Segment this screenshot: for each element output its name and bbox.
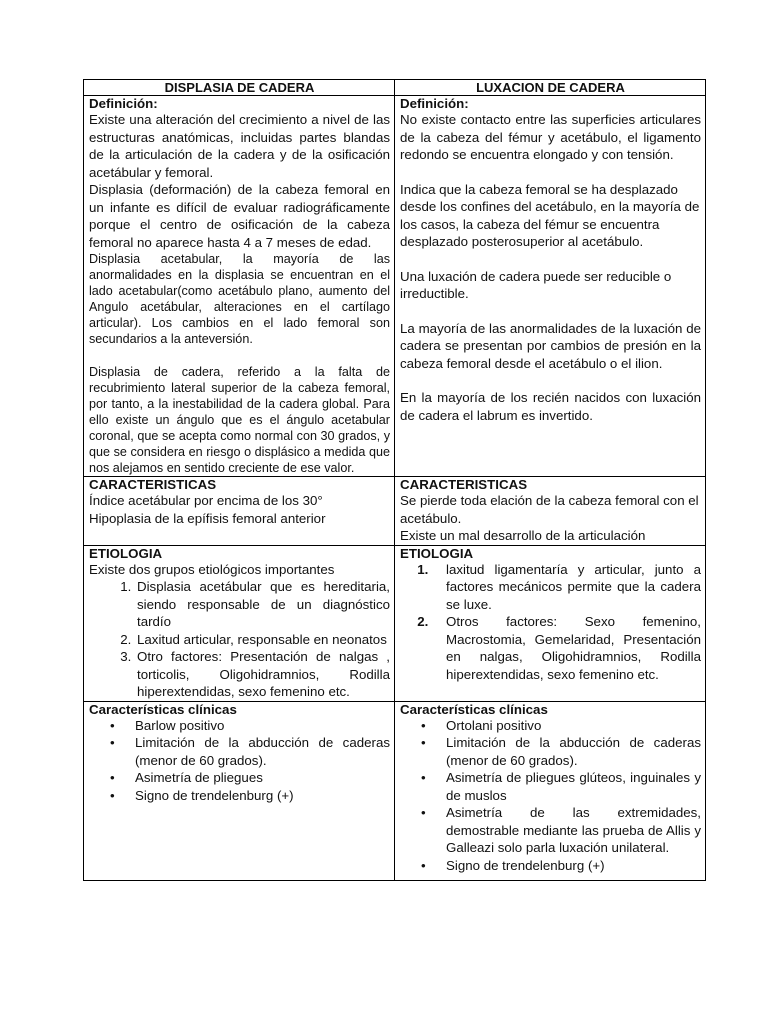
text-line: Índice acetábular por encima de los 30° (89, 493, 323, 508)
paragraph: En la mayoría de los recién nacidos con luxación de cadera el labrum es invertido. (400, 390, 701, 423)
list-item (110, 769, 390, 787)
list-item-text: Signo de trendelenburg (+) (446, 857, 605, 873)
bullet-icon: • (421, 805, 426, 820)
caracteristicas-row (84, 477, 706, 546)
etiologia-row (84, 545, 706, 701)
list-item-text: Asimetría de las extremidades, demostrable mediante las prueba de Allis y Galleazi solo parla luxación unilateral. (446, 805, 701, 855)
list-item (110, 734, 390, 769)
section-title: CARACTERISTICAS (400, 477, 528, 492)
paragraph: Displasia (deformación) de la cabeza femoral en un infante es difícil de evaluar radiográficamente porque el centro de osificación de la cabeza femoral no aparece hasta 4 a 7 meses de edad. (89, 182, 390, 250)
numbered-list (400, 561, 701, 684)
comparison-table (83, 79, 706, 881)
caracteristicas-luxacion-cell (395, 477, 706, 546)
list-item-text: Limitación de la abducción de caderas (menor de 60 grados). (135, 735, 390, 768)
bullet-icon: • (421, 857, 426, 873)
text-line: Existe dos grupos etiológicos importantes (89, 561, 335, 577)
header-displasia: DISPLASIA DE CADERA (84, 80, 395, 96)
list-item: 2. Laxitud articular, responsable en neonatos (135, 631, 390, 649)
bullet-icon: • (110, 735, 115, 750)
section-title: ETIOLOGIA (89, 545, 163, 561)
header-luxacion: LUXACION DE CADERA (395, 80, 706, 96)
clinicas-displasia-cell (84, 701, 395, 881)
definicion-row (84, 96, 706, 477)
list-item (110, 787, 390, 805)
clinicas-luxacion-cell (395, 701, 706, 881)
paragraph: La mayoría de las anormalidades de la luxación de cadera se presentan por cambios de presión en la cabeza femoral desde el acetábulo o el ilion. (400, 320, 701, 371)
list-item: 1. Displasia acetábular que es hereditaria, siendo responsable de un diagnóstico tardío (135, 578, 390, 631)
bullet-icon: • (110, 717, 115, 733)
bullet-icon: • (110, 787, 115, 803)
text-line: Se pierde toda elación de la cabeza femoral con el acetábulo. (400, 493, 699, 526)
bullet-icon: • (421, 717, 426, 733)
paragraph: Displasia acetabular, la mayoría de las anormalidades en la displasia se encuentran en el lado acetabular(como acetábulo plano, aumento del Angulo acetábular, alteraciones en el cartílago articular). Los cambios en el lado femoral son secundarios a la anteversión. (89, 252, 390, 346)
list-item-text: Limitación de la abducción de caderas (menor de 60 grados). (446, 735, 701, 768)
text-line: Hipoplasia de la epífisis femoral anterior (89, 510, 326, 526)
list-item-text: Barlow positivo (135, 717, 225, 733)
paragraph: Displasia de cadera, referido a la falta de recubrimiento lateral superior de la cabeza femoral, por tanto, a la inestabilidad de la cadera global. Para ello existe un ángulo que es el ángulo acetabular coronal, que se acepta como normal con 30 grados, y que se considera en riesgo o displásico a medida que nos alejamos en sentido creciente de ese valor. (89, 365, 390, 475)
list-item: 3. Otro factores: Presentación de nalgas , torticolis, Oligohidramnios, Rodilla hiperextendidas, sexo femenino etc. (135, 648, 390, 701)
numbered-list (89, 578, 390, 701)
caracteristicas-displasia-cell (84, 477, 395, 546)
list-item-text: Signo de trendelenburg (+) (135, 787, 294, 803)
section-title: Características clínicas (400, 701, 548, 717)
bullet-list (89, 717, 390, 805)
list-item: 2. Otros factores: Sexo femenino, Macrostomia, Gemelaridad, Presentación en nalgas, Oligohidramnios, Rodilla hiperextendidas, sexo femenino etc. (432, 613, 701, 683)
bullet-list (400, 717, 701, 875)
etiologia-luxacion-cell (395, 545, 706, 701)
paragraph: Existe una alteración del crecimiento a nivel de las estructuras anatómicas, incluidas partes blandas de la articulación de la cadera y de la osificación acetábular y femoral. (89, 112, 390, 180)
section-title: ETIOLOGIA (400, 545, 474, 561)
paragraph: No existe contacto entre las superficies articulares de la cabeza del fémur y acetábulo, el ligamento redondo se encuentra elongado y con tensión. (400, 112, 701, 162)
etiologia-displasia-cell (84, 545, 395, 701)
header-row (84, 80, 706, 96)
list-item-text: Asimetría de pliegues glúteos, inguinales y de muslos (446, 770, 701, 803)
clinicas-row (84, 701, 706, 881)
list-item-text: Ortolani positivo (446, 717, 542, 733)
text-line: Existe un mal desarrollo de la articulación (400, 528, 646, 543)
section-title: Definición: (400, 96, 469, 111)
section-title: CARACTERISTICAS (89, 477, 217, 492)
section-title: Definición: (89, 96, 158, 111)
list-item (421, 734, 701, 769)
bullet-icon: • (421, 770, 426, 785)
paragraph: Una luxación de cadera puede ser reducible o irreductible. (400, 268, 672, 301)
section-title: Características clínicas (89, 701, 237, 717)
list-item: 1. laxitud ligamentaría y articular, junto a factores mecánicos permite que la cadera se luxe. (432, 561, 701, 614)
paragraph: Indica que la cabeza femoral se ha desplazado desde los confines del acetábulo, en la mayoría de los casos, la cabeza del fémur se encuentra desplazado posterosuperior al acetábulo. (400, 181, 700, 249)
list-item (421, 804, 701, 857)
bullet-icon: • (110, 770, 115, 785)
list-item (421, 717, 701, 735)
definicion-luxacion-cell (395, 96, 706, 477)
bullet-icon: • (421, 735, 426, 750)
list-item-text: Asimetría de pliegues (135, 770, 263, 785)
list-item (421, 769, 701, 804)
definicion-displasia-cell (84, 96, 395, 477)
list-item (110, 717, 390, 735)
list-item (421, 857, 701, 875)
